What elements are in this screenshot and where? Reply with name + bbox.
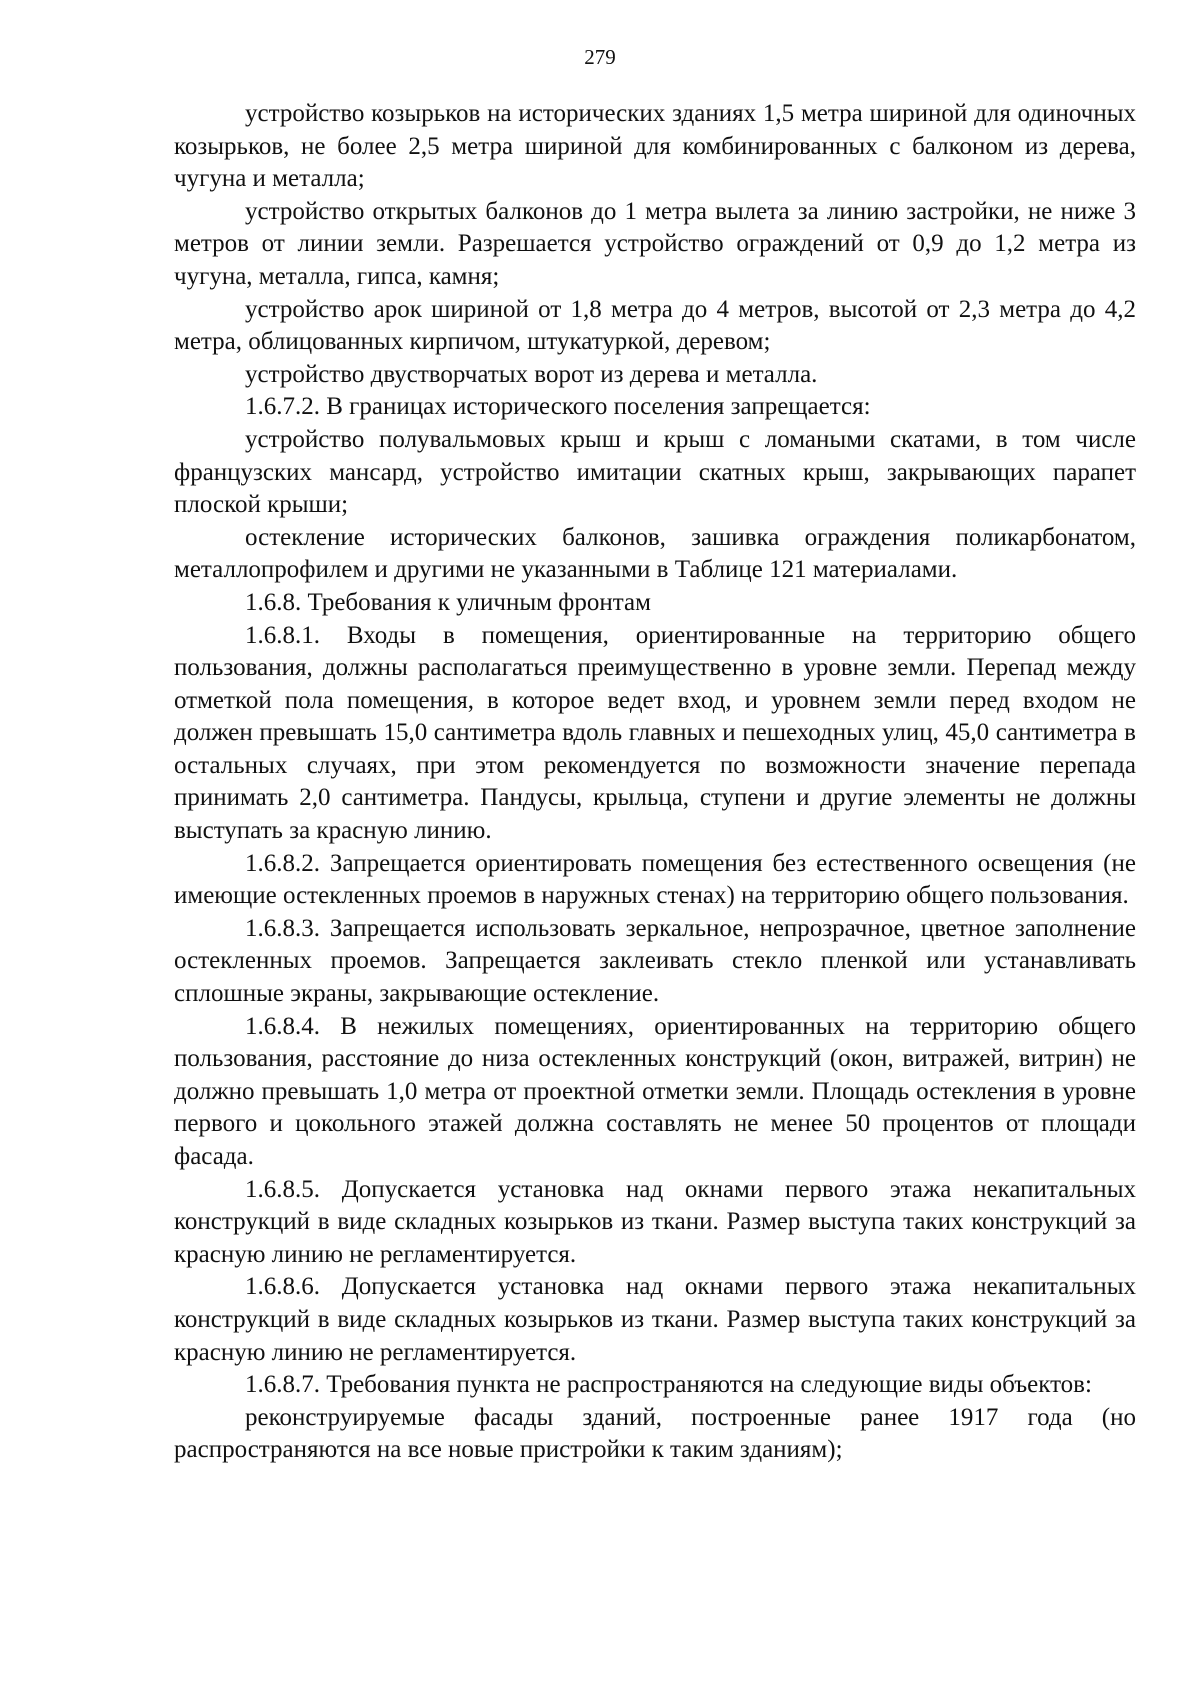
paragraph: 1.6.8.6. Допускается установка над окнами первого этажа некапитальных конструкций в виде складных козырьков из ткани. Размер выступа таких конструкций за красную линию не регламентируется. bbox=[174, 1273, 1136, 1366]
document-body bbox=[174, 98, 1136, 1467]
paragraph: устройство козырьков на исторических зданиях 1,5 метра шириной для одиночных козырьков, не более 2,5 метра шириной для комбинированных с балконом из дерева, чугуна и металла; bbox=[174, 100, 1136, 193]
section-heading: 1.6.8. Требования к уличным фронтам bbox=[245, 588, 651, 616]
paragraph: 1.6.8.2. Запрещается ориентировать помещения без естественного освещения (не имеющие остекленных проемов в наружных стенах) на территорию общего пользования. bbox=[174, 849, 1136, 910]
paragraph: устройство арок шириной от 1,8 метра до 4 метров, высотой от 2,3 метра до 4,2 метра, облицованных кирпичом, штукатуркой, деревом; bbox=[174, 295, 1136, 356]
paragraph: 1.6.8.7. Требования пункта не распространяются на следующие виды объектов: bbox=[245, 1371, 1092, 1399]
paragraph: 1.6.8.3. Запрещается использовать зеркальное, непрозрачное, цветное заполнение остекленных проемов. Запрещается заклеивать стекло пленкой или устанавливать сплошные экраны, закрывающие остекление. bbox=[174, 914, 1136, 1008]
paragraph: 1.6.8.4. В нежилых помещениях, ориентированных на территорию общего пользования, расстояние до низа остекленных конструкций (окон, витражей, витрин) не должно превышать 1,0 метра от проектной отметки земли. Площадь остекления в уровне первого и цокольного этажей должна составлять не менее 50 процентов от площади фасада. bbox=[174, 1012, 1136, 1170]
paragraph: устройство двустворчатых ворот из дерева и металла. bbox=[245, 360, 818, 388]
paragraph: 1.6.8.5. Допускается установка над окнами первого этажа некапитальных конструкций в виде складных козырьков из ткани. Размер выступа таких конструкций за красную линию не регламентируется. bbox=[174, 1175, 1136, 1268]
paragraph: 1.6.7.2. В границах исторического поселения запрещается: bbox=[245, 393, 871, 421]
paragraph: реконструируемые фасады зданий, построенные ранее 1917 года (но распространяются на все новые пристройки к таким зданиям); bbox=[174, 1403, 1136, 1464]
paragraph: устройство полувальмовых крыш и крыш с ломаными скатами, в том числе французских мансард, устройство имитации скатных крыш, закрывающих парапет плоской крыши; bbox=[174, 425, 1136, 519]
paragraph: остекление исторических балконов, зашивка ограждения поликарбонатом, металлопрофилем и другими не указанными в Таблице 121 материалами. bbox=[174, 523, 1136, 584]
paragraph: устройство открытых балконов до 1 метра вылета за линию застройки, не ниже 3 метров от линии земли. Разрешается устройство ограждений от 0,9 до 1,2 метра из чугуна, металла, гипса, камня; bbox=[174, 197, 1136, 290]
page-number: 279 bbox=[584, 45, 616, 69]
paragraph: 1.6.8.1. Входы в помещения, ориентированные на территорию общего пользования, должны располагаться преимущественно в уровне земли. Перепад между отметкой пола помещения, в которое ведет вход, и уровнем земли перед входом не должен превышать 15,0 сантиметра вдоль главных и пешеходных улиц, 45,0 сантиметра в остальных случаях, при этом рекомендуется по возможности значение перепада принимать 2,0 сантиметра. Пандусы, крыльца, ступени и другие элементы не должны выступать за красную линию. bbox=[174, 621, 1136, 845]
